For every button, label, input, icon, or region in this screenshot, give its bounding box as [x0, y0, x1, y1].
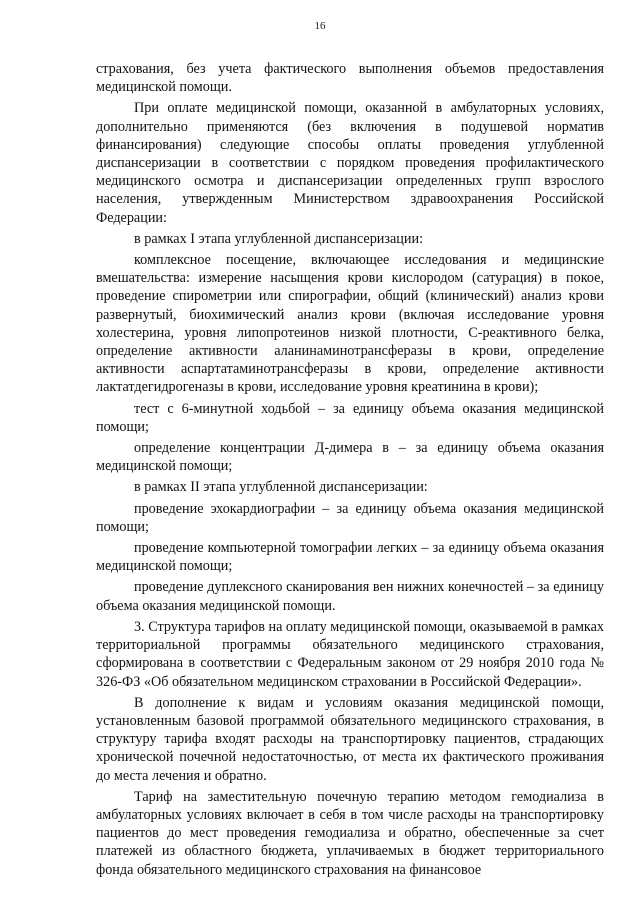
- paragraph: Тариф на заместительную почечную терапию методом гемодиализа в амбулаторных условиях включает в себя в том числе расходы на транспортировку пациентов до мест проведения гемодиализа и обратно, обеспеченные за счет платежей из областного бюджета, уплачиваемых в бюджет территориального фонда обязательного медицинского страхования на финансовое: [96, 788, 604, 878]
- paragraph: При оплате медицинской помощи, оказанной в амбулаторных условиях, дополнительно применяются (без включения в подушевой норматив финансирования) следующие способы оплаты проведения углубленной диспансеризации в соответствии с порядком проведения профилактического медицинского осмотра и диспансеризации определенных групп взрослого населения, утвержденным Министерством здравоохранения Российской Федерации:: [96, 100, 604, 226]
- paragraph: 3. Структура тарифов на оплату медицинской помощи, оказываемой в рамках территориальной программы обязательного медицинского страхования, сформирована в соответствии с Федеральным законом от 29 ноября 2010 года № 326-ФЗ «Об обязательном медицинском страховании в Российской Федерации».: [96, 618, 604, 690]
- paragraph: проведение дуплексного сканирования вен нижних конечностей – за единицу объема оказания медицинской помощи.: [96, 579, 604, 614]
- paragraph: в рамках I этапа углубленной диспансеризации:: [134, 230, 424, 247]
- paragraph: проведение компьютерной томографии легких – за единицу объема оказания медицинской помощи;: [96, 540, 604, 575]
- paragraph: комплексное посещение, включающее исследования и медицинские вмешательства: измерение насыщения крови кислородом (сатурация) в покое, проведение спирометрии или спирографии, общий (клинический) анализ крови развернутый, биохимический анализ крови (включая исследование уровня холестерина, уровня липопротеинов низкой плотности, С-реактивного белка, определение активности аланинаминотрансферазы в крови, определение активности аспартатаминотрансферазы в крови, определение активности лактатдегидрогеназы в крови, исследование уровня креатинина в крови);: [96, 252, 604, 396]
- paragraph: страхования, без учета фактического выполнения объемов предоставления медицинской помощи.: [96, 61, 604, 96]
- paragraph: проведение эхокардиографии – за единицу объема оказания медицинской помощи;: [96, 500, 604, 535]
- paragraph: в рамках II этапа углубленной диспансеризации:: [134, 479, 428, 496]
- paragraph: определение концентрации Д-димера в – за единицу объема оказания медицинской помощи;: [96, 440, 604, 475]
- document-body: [96, 60, 604, 879]
- paragraph: В дополнение к видам и условиям оказания медицинской помощи, установленным базовой программой обязательного медицинского страхования, в структуру тарифа входят расходы на транспортировку пациентов, страдающих хронической почечной недостаточностью, от места их фактического проживания до места лечения и обратно.: [96, 694, 604, 784]
- paragraph: тест с 6-минутной ходьбой – за единицу объема оказания медицинской помощи;: [96, 400, 604, 435]
- page-number: 16: [314, 20, 326, 32]
